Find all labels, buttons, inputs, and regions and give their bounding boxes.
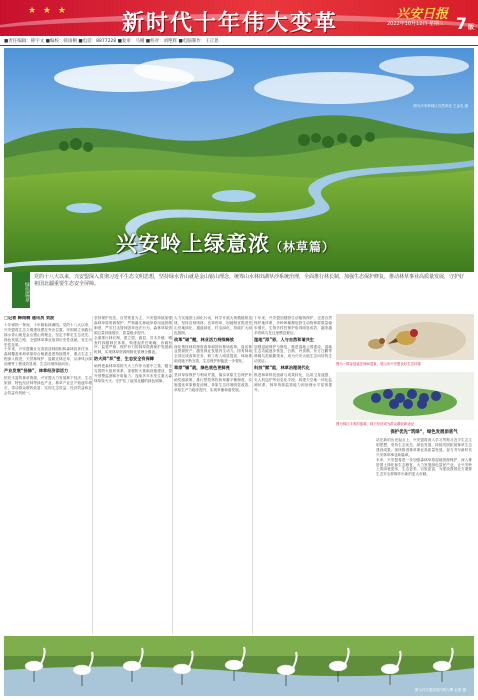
hero-photo <box>4 48 474 272</box>
page-number <box>456 14 474 33</box>
photo-caption: 图为林区丰收的蓝莓，林下经济成为群众增收新途径 <box>336 422 414 426</box>
byline: □记者 韩雨桐 通讯员 刘波 <box>4 316 55 320</box>
issue-date: 2022年10月12日 星期三 <box>386 21 444 27</box>
paragraph: 依托丰富的林草资源，兴安盟大力发展林下经济、生态旅游、特色经济林等绿色产业，林草产业总产值逐年增长，带动群众增收致富，实现生态效益、经济效益和社会效益有机统一。 <box>4 375 92 395</box>
section-tag: 绿色篇章 <box>12 272 30 308</box>
main-headline <box>116 228 335 258</box>
berry-photo <box>336 372 474 420</box>
page-title: 新时代十年伟大变革 <box>122 10 339 36</box>
paragraph: 坚持保护优先、自然恢复为主，兴安盟持续加强森林草原资源保护，严格落实林地草原用途管制制度，严厉打击毁林毁草违法行为，森林草原资源总量持续增长、质量稳步提升。 <box>94 316 172 335</box>
sub-heading: 草原“铺”就，绿色底色更鲜亮 <box>174 365 230 371</box>
sub-heading: 科技“赋”能，林草治理现代化 <box>254 365 310 371</box>
bird-illustration <box>336 314 474 360</box>
page-number-value: 7 <box>455 14 467 33</box>
star-icons: ★ ★ ★ <box>28 6 68 16</box>
main-headline-subtitle: （林草篇） <box>270 240 336 254</box>
article-column-3 <box>174 316 252 634</box>
article-column-2 <box>94 316 172 634</box>
lead-paragraph: 党的十八大以来，兴安盟深入贯彻习近平生态文明思想，坚持绿水青山就是金山银山理念，统筹山水林田湖草沙系统治理，全面推行林长制，加强生态保护修复，推动林草事业高质量发展，守护好祖国北疆重要生态安全屏障。 <box>34 274 465 287</box>
paragraph: 站在新的历史起点上，兴安盟将深入学习贯彻习近平生态文明思想，坚持生态优先、绿色发展，持续巩固拓展林草生态建设成果，加快推进林草事业高质量发展，奋力书写新时代兴安林草事业新篇章。 <box>376 438 472 457</box>
paragraph: 始终把森林草原防灭火工作作为重中之重，健全完善防火组织体系，加强防火基础设施建设，提升预警监测和扑救能力，连续多年未发生重大森林草原火灾，守护住了祖国北疆的绿色屏障。 <box>94 364 172 383</box>
paragraph: 全面推行林长制，建立盟、旗县、苏木乡镇、嘎查村四级林长体系，构建起责任明确、协调有序、监管严格、保护有力的林草资源保护发展新机制，实现林草资源网格化管理全覆盖。 <box>94 335 172 355</box>
paragraph: 坚持草原保护与利用并重，落实草原生态保护补助奖励政策，推行禁牧休牧和草畜平衡制度，实施退化草原修复治理，草原生态环境明显改善，草原生产力稳步提升，实现草畜和谐发展。 <box>174 373 252 392</box>
article-column-5 <box>376 438 472 634</box>
paragraph: 十年来，兴安盟加强野生动植物保护，完善自然保护地体系，多种珍稀濒危野生动物种群数量稳步增长，生物多样性保护取得明显成效，越来越多的候鸟在这里栖息繁衍。 <box>254 316 332 335</box>
sub-heading: 改革“破”题，林业活力持续释放 <box>174 336 234 342</box>
paragraph: 十年来，兴安盟累计完成营造林面积和森林抚育任务，森林覆盖率和草原综合植被盖度持续提升，重点生态工程深入推进，天然林保护、退耕还林还草、京津风沙源治理等工程成效显著，生态环境持续向好。 <box>4 347 92 367</box>
sub-heading: 湿地“添”彩，人与自然和谐共生 <box>254 336 314 342</box>
berry-illustration <box>336 372 474 420</box>
article-column-4 <box>254 316 332 634</box>
column-divider <box>92 316 93 634</box>
editor-credits: ■责任编辑：韩宇文 ■编校：韩雨桐 ■电话：8877228 ■复审：马刚 ■校对：刘艳辉 ■电脑制作：王正思 <box>0 37 478 46</box>
bottom-photo-credit: 图为兴安盟湿地内的白鹭 记者 摄 <box>414 688 466 692</box>
paragraph: 深化集体林权制度改革和国有林场改革，盘活林业资源资产，激发林业发展内生动力。国有林场全部完成改革任务，职工收入明显提高，林场基础设施不断完善，生态保护职能进一步强化。 <box>174 344 252 364</box>
wetland-illustration <box>4 636 474 696</box>
hero-photo-credit: 图为兴安岭林区自然风光 王金友 摄 <box>413 104 468 108</box>
column-divider <box>252 316 253 634</box>
main-headline-text: 兴安岭上绿意浓 <box>116 231 270 256</box>
paragraph: 推进林草科技创新与成果转化，运用卫星遥感、无人机巡护等信息化手段，构建天空地一体化监测体系，林草资源监管能力和治理水平显著提升。 <box>254 373 332 392</box>
bird-photo <box>336 314 474 360</box>
sub-heading: 防火网“织”密，生态安全有保障 <box>94 356 154 362</box>
paragraph: 十年弹指一挥间，十年耕耘绿满园。党的十八大以来，兴安盟将生态文明建设摆在突出位置，牢固树立和践行绿水青山就是金山银山的理念，坚定不移走生态优先、绿色发展之路，全盟林草事业取得历史性成就，发生历史性变革。 <box>4 322 92 347</box>
paragraph: 大力实施国土绿化行动，科学开展大规模植树造林，坚持宜林则林、宜草则草，因地制宜推进荒山荒地绿化、通道绿化、村屯绿化，持续扩大绿色版图。 <box>174 316 252 335</box>
paragraph: 未来，兴安盟将进一步加强森林草原湿地资源保护，深入推进国土绿化和生态修复，大力发展绿色富民产业，让兴安岭上的绿意更浓、生态更美、百姓更富，为建设我国北方重要生态安全屏障作出新的更大贡献。 <box>376 457 472 477</box>
sub-heading: 产业发展“扬绿”，林草经济添活力 <box>4 368 69 374</box>
article-column-1 <box>4 316 92 634</box>
side-headline: 保护优先“筑绿”，绿色发展添底气 <box>390 430 458 435</box>
egret-photo <box>4 636 474 696</box>
photo-caption: 图为一群金翅雀在林间觅食，展示出兴安盟良好生态环境 <box>336 362 421 366</box>
newspaper-logo: 兴安日报 <box>395 7 448 22</box>
paragraph: 加强湿地保护与修复，推进湿地公园建设，湿地生态功能逐步恢复，白鹤、丹顶鹤、东方白鹳等珍稀鸟类频繁现身，成为兴安大地生态向好的生动见证。 <box>254 344 332 364</box>
masthead <box>0 0 478 36</box>
page-number-suffix: 版 <box>467 24 474 31</box>
column-divider <box>172 316 173 634</box>
